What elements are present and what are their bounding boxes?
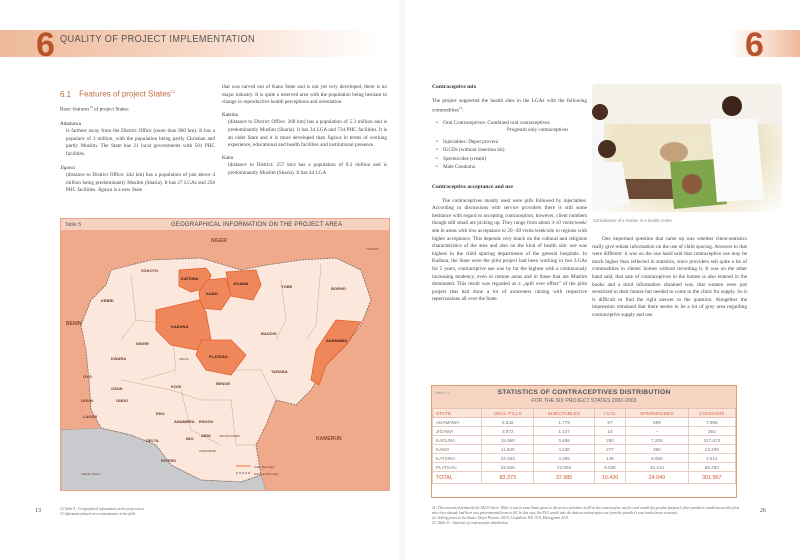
label-kano: KANO <box>206 291 218 296</box>
state-text: (distance to District: 257 km) has a population of 8.2 million and is predominantly Muslim (Sharia). It has 44 LGA <box>228 162 387 176</box>
value-cell: 1.147 <box>534 427 594 436</box>
label-enugu: ENUGU <box>199 419 214 424</box>
stats-table-header <box>432 386 736 408</box>
photo-caption: Consultation of a mother in a health center <box>593 218 672 223</box>
photo-standing-nurse-body <box>710 119 764 202</box>
mix-intro-text: The project supported the health sites in the LGAs with the following commodities <box>432 97 587 114</box>
stats-row <box>433 445 736 454</box>
label-abuja: ABUJA <box>179 357 189 361</box>
country-tschad: TSCHAD <box>366 247 379 251</box>
state-name: Katsina <box>222 111 238 118</box>
value-cell: 3.498 <box>534 436 594 445</box>
question-paragraph: One important question that came up was whether client-statistics really give reliant information on the use of child spacing. Answers to that were different: it was on the one hand said that contraceptive use may be much higher than reflected in statistics, since providers sell quite a lot of commodities in clients' homes without recording it. It was on the other hand said, that sale of contraceptives in the homes is also entered in the books and a third information obtained was, that women were just sensitized in their homes but needed to come to the clinic for supply. So it is difficult to find the right answer to the question. Altogether the impression remained that there seems to be a lot of grey area regarding contraceptive supply and use. <box>592 236 747 318</box>
state-cell: ADAMAWA <box>433 418 482 427</box>
stats-grid <box>432 408 736 484</box>
state-text: (distance to District Office: 442 km) has a population of just above 4 million being predominantly Muslim (Sharia). It has 27 LGAs and 258 PHC facilities. Jigawa is a new State <box>66 172 215 194</box>
value-cell: 217.672 <box>688 436 735 445</box>
label-adamawa: ADAMAWA <box>326 338 348 343</box>
chapter-title: QUALITY OF PROJECT IMPLEMENTATION <box>60 34 255 45</box>
photo-person-left-head <box>592 104 608 120</box>
map-title: GEOGRAPHICAL INFORMATION ON THE PROJECT AREA <box>171 221 343 228</box>
state-name: Kano <box>222 154 234 161</box>
commodity-detail: Combined oral contraceptives <box>487 119 550 126</box>
page-gutter <box>398 0 406 560</box>
label-rivers: RIVERS <box>161 458 176 463</box>
label-oyo: OYO <box>83 374 92 379</box>
column-header: SPERMICIDES <box>626 409 688 418</box>
photo-baby <box>682 174 702 194</box>
acceptance-paragraph: The contraceptives mostly used were pills followed by injectables. According to discussions with service providers there is still some hesitance with regard to accepting contraception, however, client numbers though still small are picking up. They range from about 3-10 visits/week/ site in areas with low acceptance to 20 -30 visits/week/site in regions with higher acceptance. This depends very much on the cultural and religious characteristics of the area and also on the kind of health site: use was highest in the child spacing departments of the general hospitals. In Kaduna, the State were the pilot project had been working in two LGAs for 5 years, contraceptive use was by far the highest with a continuously increasing tendency, even in remote areas and in those that are Muslim dominated. This result was regarded as a „spill over effect" of the pilot project that had done a lot of awareness raising with respective repercussions all over the State. <box>432 197 587 303</box>
contraceptive-mix-heading: Contraceptive mix <box>432 84 477 90</box>
section-number: 6.1 <box>60 89 72 99</box>
right-column-1 <box>432 84 587 307</box>
commodity-item <box>436 156 587 164</box>
value-cell: 97 <box>594 418 625 427</box>
state-cell: TOTAL <box>433 472 482 484</box>
state-cell: KANO <box>433 445 482 454</box>
acceptance-heading: Contraceptive acceptance and use <box>432 184 513 191</box>
value-cell: 145 <box>594 454 625 463</box>
value-cell: 22.453 <box>482 454 534 463</box>
legend-state-boundary: State Boundary <box>254 465 275 469</box>
value-cell: 6.642 <box>482 418 534 427</box>
commodity-detail: Depot provera <box>468 138 499 145</box>
label-akwa-ibom: AKWA IBOM <box>199 449 217 453</box>
stats-row <box>433 427 736 436</box>
intro-text: Basic features <box>60 106 90 113</box>
commodity-item <box>436 164 587 172</box>
state-cell: JIGAWA <box>433 427 482 436</box>
column-header: STATE <box>433 409 482 418</box>
value-cell: 599 <box>626 418 688 427</box>
section-title: Features of project States <box>79 89 171 99</box>
column-header: ORAL PILLS <box>482 409 534 418</box>
value-cell: 5.556 <box>626 454 688 463</box>
geographical-map <box>60 218 390 491</box>
commodity-item <box>436 139 587 147</box>
nigeria-map <box>61 230 390 491</box>
state-name: Jigawa <box>60 164 75 171</box>
label-yobe: YOBE <box>281 284 293 289</box>
chapter-number-right: 6 <box>745 26 764 64</box>
value-cell: 15 <box>594 427 625 436</box>
stats-table-label: Table 11 <box>435 390 450 395</box>
stats-row <box>433 454 736 463</box>
country-niger: NIGER <box>211 238 227 244</box>
value-cell: 4.265 <box>534 454 594 463</box>
page-number-right: 26 <box>760 508 766 514</box>
label-jigawa: JIGAWA <box>233 281 249 286</box>
footnote: 13 Information based on reconnaissance in the field <box>60 512 135 516</box>
stats-row <box>433 418 736 427</box>
commodity-label: IUCDs (without insertion kit) <box>443 147 505 154</box>
stats-row <box>433 463 736 472</box>
photo-standing-nurse-head <box>722 96 742 116</box>
label-benue: BENUE <box>216 381 231 386</box>
state-cell: PLATEAU <box>433 463 482 472</box>
intro-line <box>60 104 215 114</box>
state-adamawa <box>60 121 215 159</box>
value-cell: 260 <box>594 436 625 445</box>
country-benin: BENIN <box>66 321 82 327</box>
stats-row <box>433 436 736 445</box>
value-cell: 83.373 <box>482 472 534 484</box>
label-imo: IMO <box>186 436 194 441</box>
left-column-1 <box>60 88 215 198</box>
left-column-2 <box>222 84 387 181</box>
label-edo: EDO <box>156 411 165 416</box>
value-cell: 277 <box>594 445 625 454</box>
footnotes-right <box>432 506 742 526</box>
right-column-2 <box>592 236 747 323</box>
value-cell: 260 <box>626 445 688 454</box>
label-ogun: OGUN <box>81 398 93 403</box>
value-cell: 15.960 <box>482 436 534 445</box>
label-kogi: KOGI <box>171 384 182 389</box>
column-header: I.U.D. <box>594 409 625 418</box>
photo-illustration <box>592 84 782 212</box>
value-cell: 301.967 <box>688 472 735 484</box>
value-cell: 58.282 <box>688 463 735 472</box>
value-cell: – <box>626 427 688 436</box>
footnote: 21: This concerned primarily the TALLY sheet. While it was in some States given to the service providers to fill in the contraceptive use for each month (its genuine purpose), other providers would not use this form since they already had their own governmental forms to fill. In this case, the PLO would take the data on contraceptive use from the provider's own books (more accurate). <box>432 506 740 515</box>
photo-nurse-body <box>592 162 630 212</box>
label-lagos: LAGOS <box>83 414 98 419</box>
photo-nurse-head <box>598 140 616 158</box>
intro-footnote-ref: 13 <box>89 105 93 110</box>
commodity-label: Oral Contraceptives: <box>443 119 487 126</box>
value-cell: 1.779 <box>534 418 594 427</box>
commodity-item <box>436 147 587 155</box>
intro-tail: of project States: <box>92 106 130 113</box>
commodity-detail-2: Progestin only contraceptives <box>507 127 569 134</box>
label-sokoto: SOKOTO <box>141 268 159 273</box>
value-cell: 7.906 <box>688 418 735 427</box>
value-cell: 393 <box>688 427 735 436</box>
state-jigawa <box>60 165 215 195</box>
country-kamerun: KAMERUN <box>316 436 342 442</box>
label-borno: BORNO <box>331 286 346 291</box>
mix-intro: The project supported the health sites in the LGAs with the following commodities$^{21}$: <box>432 97 587 114</box>
value-cell: 37.985 <box>534 472 594 484</box>
commodity-label: Male Condoms. <box>443 164 477 171</box>
label-niger-state: NIGER <box>136 341 149 346</box>
section-heading <box>60 88 215 98</box>
state-name: Adamawa <box>60 120 82 127</box>
state-text: (distance to District Office: 268 km) has a population of 5.3 million and is predominantly Muslim (Sharia). It has 34 LGA and 734 PHC facilities. It is an older State and it is more developed than Jigawa in terms of working experience, educational and health facilities and institutional presence. <box>228 119 387 149</box>
footnote: 23: Table 11 - Statistics of contraceptive distribution <box>432 521 508 525</box>
jigawa-continued: that was carved out of Kano State and is not yet very developed, there is no major industry. It is quite a reserved area with the population being hesitant to change in reproductive health perceptions and orientation. <box>222 84 387 106</box>
section-title-footnote-ref: 12 <box>170 89 176 94</box>
label-anambra: ANAMBRA <box>174 419 195 424</box>
value-cell: 24.049 <box>626 472 688 484</box>
label-plateau: PLATEAU <box>209 354 228 359</box>
label-katsina: KATSINA <box>181 276 199 281</box>
map-table-label: Table 5 <box>65 222 82 228</box>
label-ondo: ONDO <box>116 398 128 403</box>
photo-mother-headscarf <box>660 142 688 162</box>
commodity-label: Spermicides (cream) <box>443 155 487 162</box>
stats-table-title: STATISTICS OF CONTRACEPTIVES DISTRIBUTION <box>497 389 671 396</box>
state-cell: KADUNA <box>433 436 482 445</box>
stats-header-row <box>433 409 736 418</box>
value-cell: 10.430 <box>594 472 625 484</box>
value-cell: 3.872 <box>482 427 534 436</box>
column-header: CONDOMS <box>688 409 735 418</box>
column-header: INJECTABLES <box>534 409 594 418</box>
state-kano <box>222 155 387 178</box>
stats-table <box>431 385 737 498</box>
map-header <box>61 219 389 230</box>
label-abia: ABIA <box>201 433 211 438</box>
label-kaduna: KADUNA <box>171 324 189 329</box>
state-text: is farthest away from the District Office (more than 900 km). It has a populace of 3 million, with the population being partly Christian and partly Muslim. The State has 21 local governments with 501 PHC facilities. <box>66 128 215 157</box>
commodity-label: Injectables: <box>443 138 467 145</box>
page-number-left: 13 <box>35 508 41 514</box>
chapter-number: 6 <box>36 26 55 64</box>
state-katsina <box>222 112 387 150</box>
mix-intro-footnote-ref: 21 <box>458 106 463 111</box>
commodities-list <box>436 120 587 135</box>
photo-wall <box>592 84 782 124</box>
state-cell: KATSINA <box>433 454 482 463</box>
label-kwara: KWARA <box>111 356 127 361</box>
commodity-item <box>436 120 587 135</box>
label-osun: OSUN <box>111 386 123 391</box>
label-taraba: TARABA <box>271 369 288 374</box>
health-center-photo <box>592 84 782 212</box>
stats-table-subtitle: FOR THE SIX PROJECT STATES 2002-2003 <box>531 398 637 404</box>
label-bauchi: BAUCHI <box>261 331 277 336</box>
stats-body <box>433 418 736 484</box>
label-delta: DELTA <box>146 438 159 443</box>
value-cell: 11.500 <box>482 445 534 454</box>
value-cell: 9.636 <box>594 463 625 472</box>
value-cell: 10.414 <box>626 463 688 472</box>
footnote: 22: Selling prices to the States: Depot Provera 100 N, Confidence Pill 10 N, Microgynon 20 N. <box>432 516 569 520</box>
value-cell: 4.230 <box>534 445 594 454</box>
stats-total-row <box>433 472 736 484</box>
legend-national-boundary: National Boundary <box>254 472 279 476</box>
footnote: 12 Table 5 : Geographical information on the project area <box>60 507 144 511</box>
value-cell: 13.200 <box>688 445 735 454</box>
value-cell: 22.993 <box>534 463 594 472</box>
chapter-header-band-right <box>728 30 800 57</box>
value-cell: 4.514 <box>688 454 735 463</box>
commodities-list-2 <box>436 139 587 172</box>
label-cross-river: CROSS RIVER <box>219 434 240 438</box>
value-cell: 7.206 <box>626 436 688 445</box>
label-kebbi: KEBBI <box>101 298 114 303</box>
sea-label: Atlantic Ocean <box>81 472 101 476</box>
footnotes-left <box>60 507 360 517</box>
value-cell: 22.946 <box>482 463 534 472</box>
